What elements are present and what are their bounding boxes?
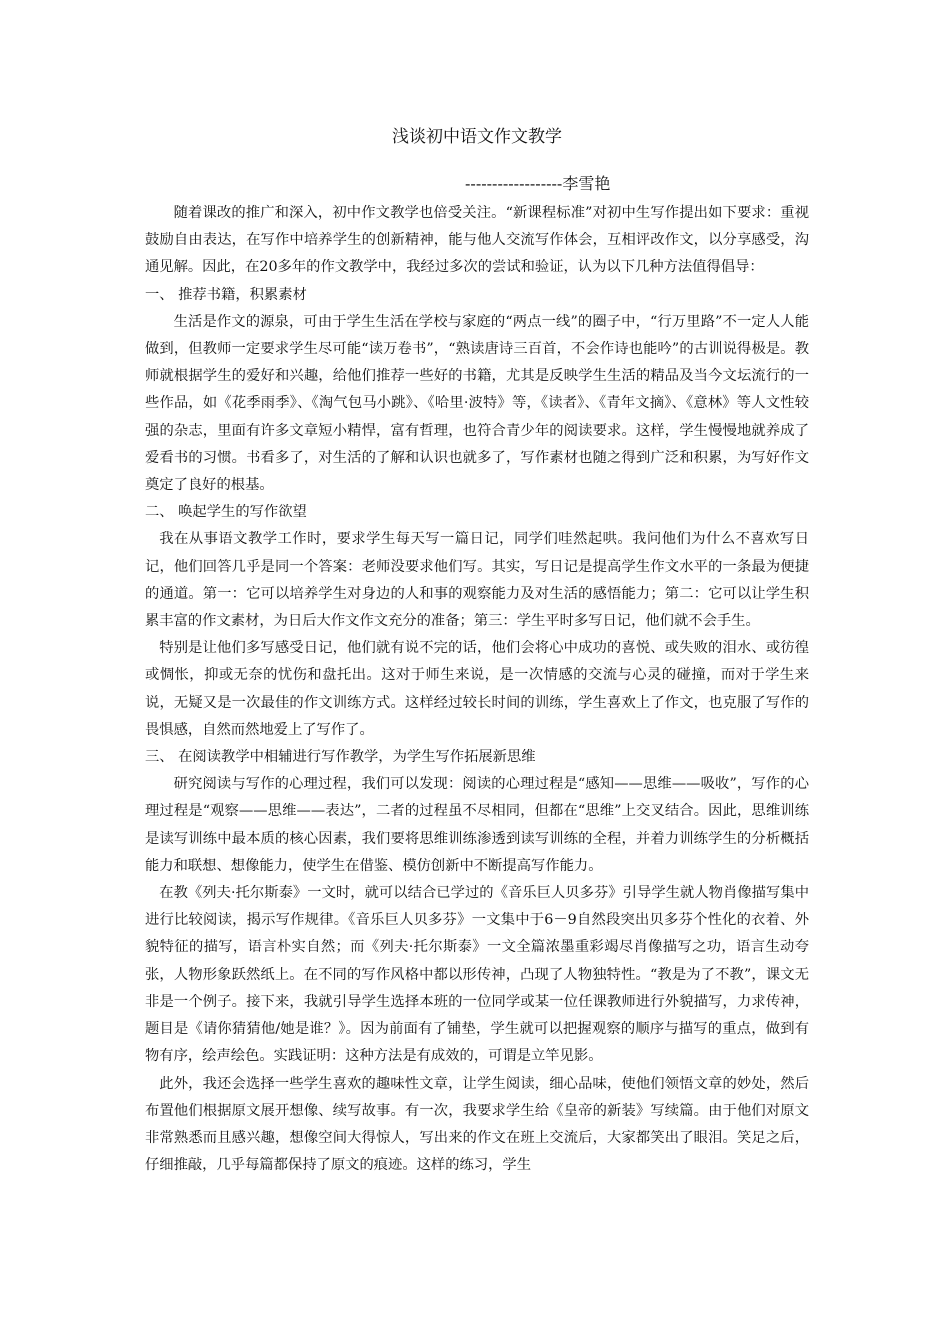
section-3-paragraph-3: 此外，我还会选择一些学生喜欢的趣味性文章，让学生阅读，细心品味，使他们领悟文章的妙处，然后布置他们根据原文展开想像、续写故事。有一次，我要求学生给《皇帝的新装》写续篇。由于他们对原文非常熟悉而且感兴趣，想像空间大得惊人，写出来的作文在班上交流后，大家都笑出了眼泪。笑足之后，仔细推敲，几乎每篇都保持了原文的痕迹。这样的练习，学生 (145, 1075, 809, 1174)
section-heading-2: 二、 唤起学生的写作欲望 (145, 504, 307, 521)
section-3-paragraph-1: 研究阅读与写作的心理过程，我们可以发现：阅读的心理过程是“感知——思维——吸收”，写作的心理过程是“观察——思维——表达”，二者的过程虽不尽相同，但都在“思维”上交叉结合。因此，思维训练是读写训练中最本质的核心因素，我们要将思维训练渗透到读写训练的全程，并着力训练学生的分析概括能力和联想、想像能力，使学生在借鉴、模仿创新中不断提高写作能力。 (145, 776, 809, 874)
section-3-paragraph-2: 在教《列夫·托尔斯泰》一文时，就可以结合已学过的《音乐巨人贝多芬》引导学生就人物肖像描写集中进行比较阅读，揭示写作规律。《音乐巨人贝多芬》一文集中于6－9自然段突出贝多芬个性化的衣着、外貌特征的描写，语言朴实自然；而《列夫·托尔斯泰》一文全篇浓墨重彩竭尽肖像描写之功，语言生动夸张，人物形象跃然纸上。在不同的写作风格中都以形传神，凸现了人物独特性。“教是为了不教”，课文无非是一个例子。接下来，我就引导学生选择本班的一位同学或某一位任课教师进行外貌描写，力求传神，题目是《请你猜猜他/她是谁？》。因为前面有了铺垫，学生就可以把握观察的顺序与描写的重点，做到有物有序，绘声绘色。实践证明：这种方法是有成效的，可谓是立竿见影。 (145, 885, 809, 1065)
section-heading-3: 三、 在阅读教学中相辅进行写作教学，为学生写作拓展新思维 (145, 749, 536, 766)
document-title: 浅谈初中语文作文教学 (392, 127, 562, 147)
section-1-paragraph: 生活是作文的源泉，可由于学生生活在学校与家庭的“两点一线”的圈子中，“行万里路”不一定人人能做到，但教师一定要求学生尽可能“读万卷书”，“熟读唐诗三百首，不会作诗也能吟”的古训说得极是。教师就根据学生的爱好和兴趣，给他们推荐一些好的书籍，尤其是反映学生生活的精品及当今文坛流行的一些作品，如《花季雨季》、《淘气包马小跳》、《哈里·波特》等，《读者》、《青年文摘》、《意林》等人文性较强的杂志，里面有许多文章短小精悍，富有哲理，也符合青少年的阅读要求。这样，学生慢慢地就养成了爱看书的习惯。书看多了，对生活的了解和认识也就多了，写作素材也随之得到广泛和积累，为写好作文奠定了良好的根基。 (145, 313, 809, 494)
section-heading-1: 一、 推荐书籍，积累素材 (145, 286, 307, 303)
author-line: ------------------李雪艳 (465, 174, 611, 193)
section-2-paragraph-2: 特别是让他们多写感受日记，他们就有说不完的话，他们会将心中成功的喜悦、或失败的泪水、或彷徨或惆怅，抑或无奈的忧伤和盘托出。这对于师生来说，是一次情感的交流与心灵的碰撞，而对于学生来说，无疑又是一次最佳的作文训练方式。这样经过较长时间的训练，学生喜欢上了作文，也克服了写作的畏惧感，自然而然地爱上了写作了。 (145, 640, 809, 738)
document-body (145, 124, 809, 1179)
section-2-paragraph-1: 我在从事语文教学工作时，要求学生每天写一篇日记，同学们哇然起哄。我问他们为什么不喜欢写日记，他们回答几乎是同一个答案：老师没要求他们写。其实，写日记是提高学生作文水平的一条最为便捷的通道。第一：它可以培养学生对身边的人和事的观察能力及对生活的感悟能力；第二：它可以让学生积累丰富的作文素材，为日后大作文作文充分的准备；第三：学生平时多写日记，他们就不会手生。 (145, 531, 809, 630)
intro-paragraph: 随着课改的推广和深入，初中作文教学也倍受关注。“新课程标准”对初中生写作提出如下要求：重视鼓励自由表达，在写作中培养学生的创新精神，能与他人交流写作体会，互相评改作文，以分享感受，沟通见解。因此，在20多年的作文教学中，我经过多次的尝试和验证，认为以下几种方法值得倡导： (145, 205, 809, 276)
